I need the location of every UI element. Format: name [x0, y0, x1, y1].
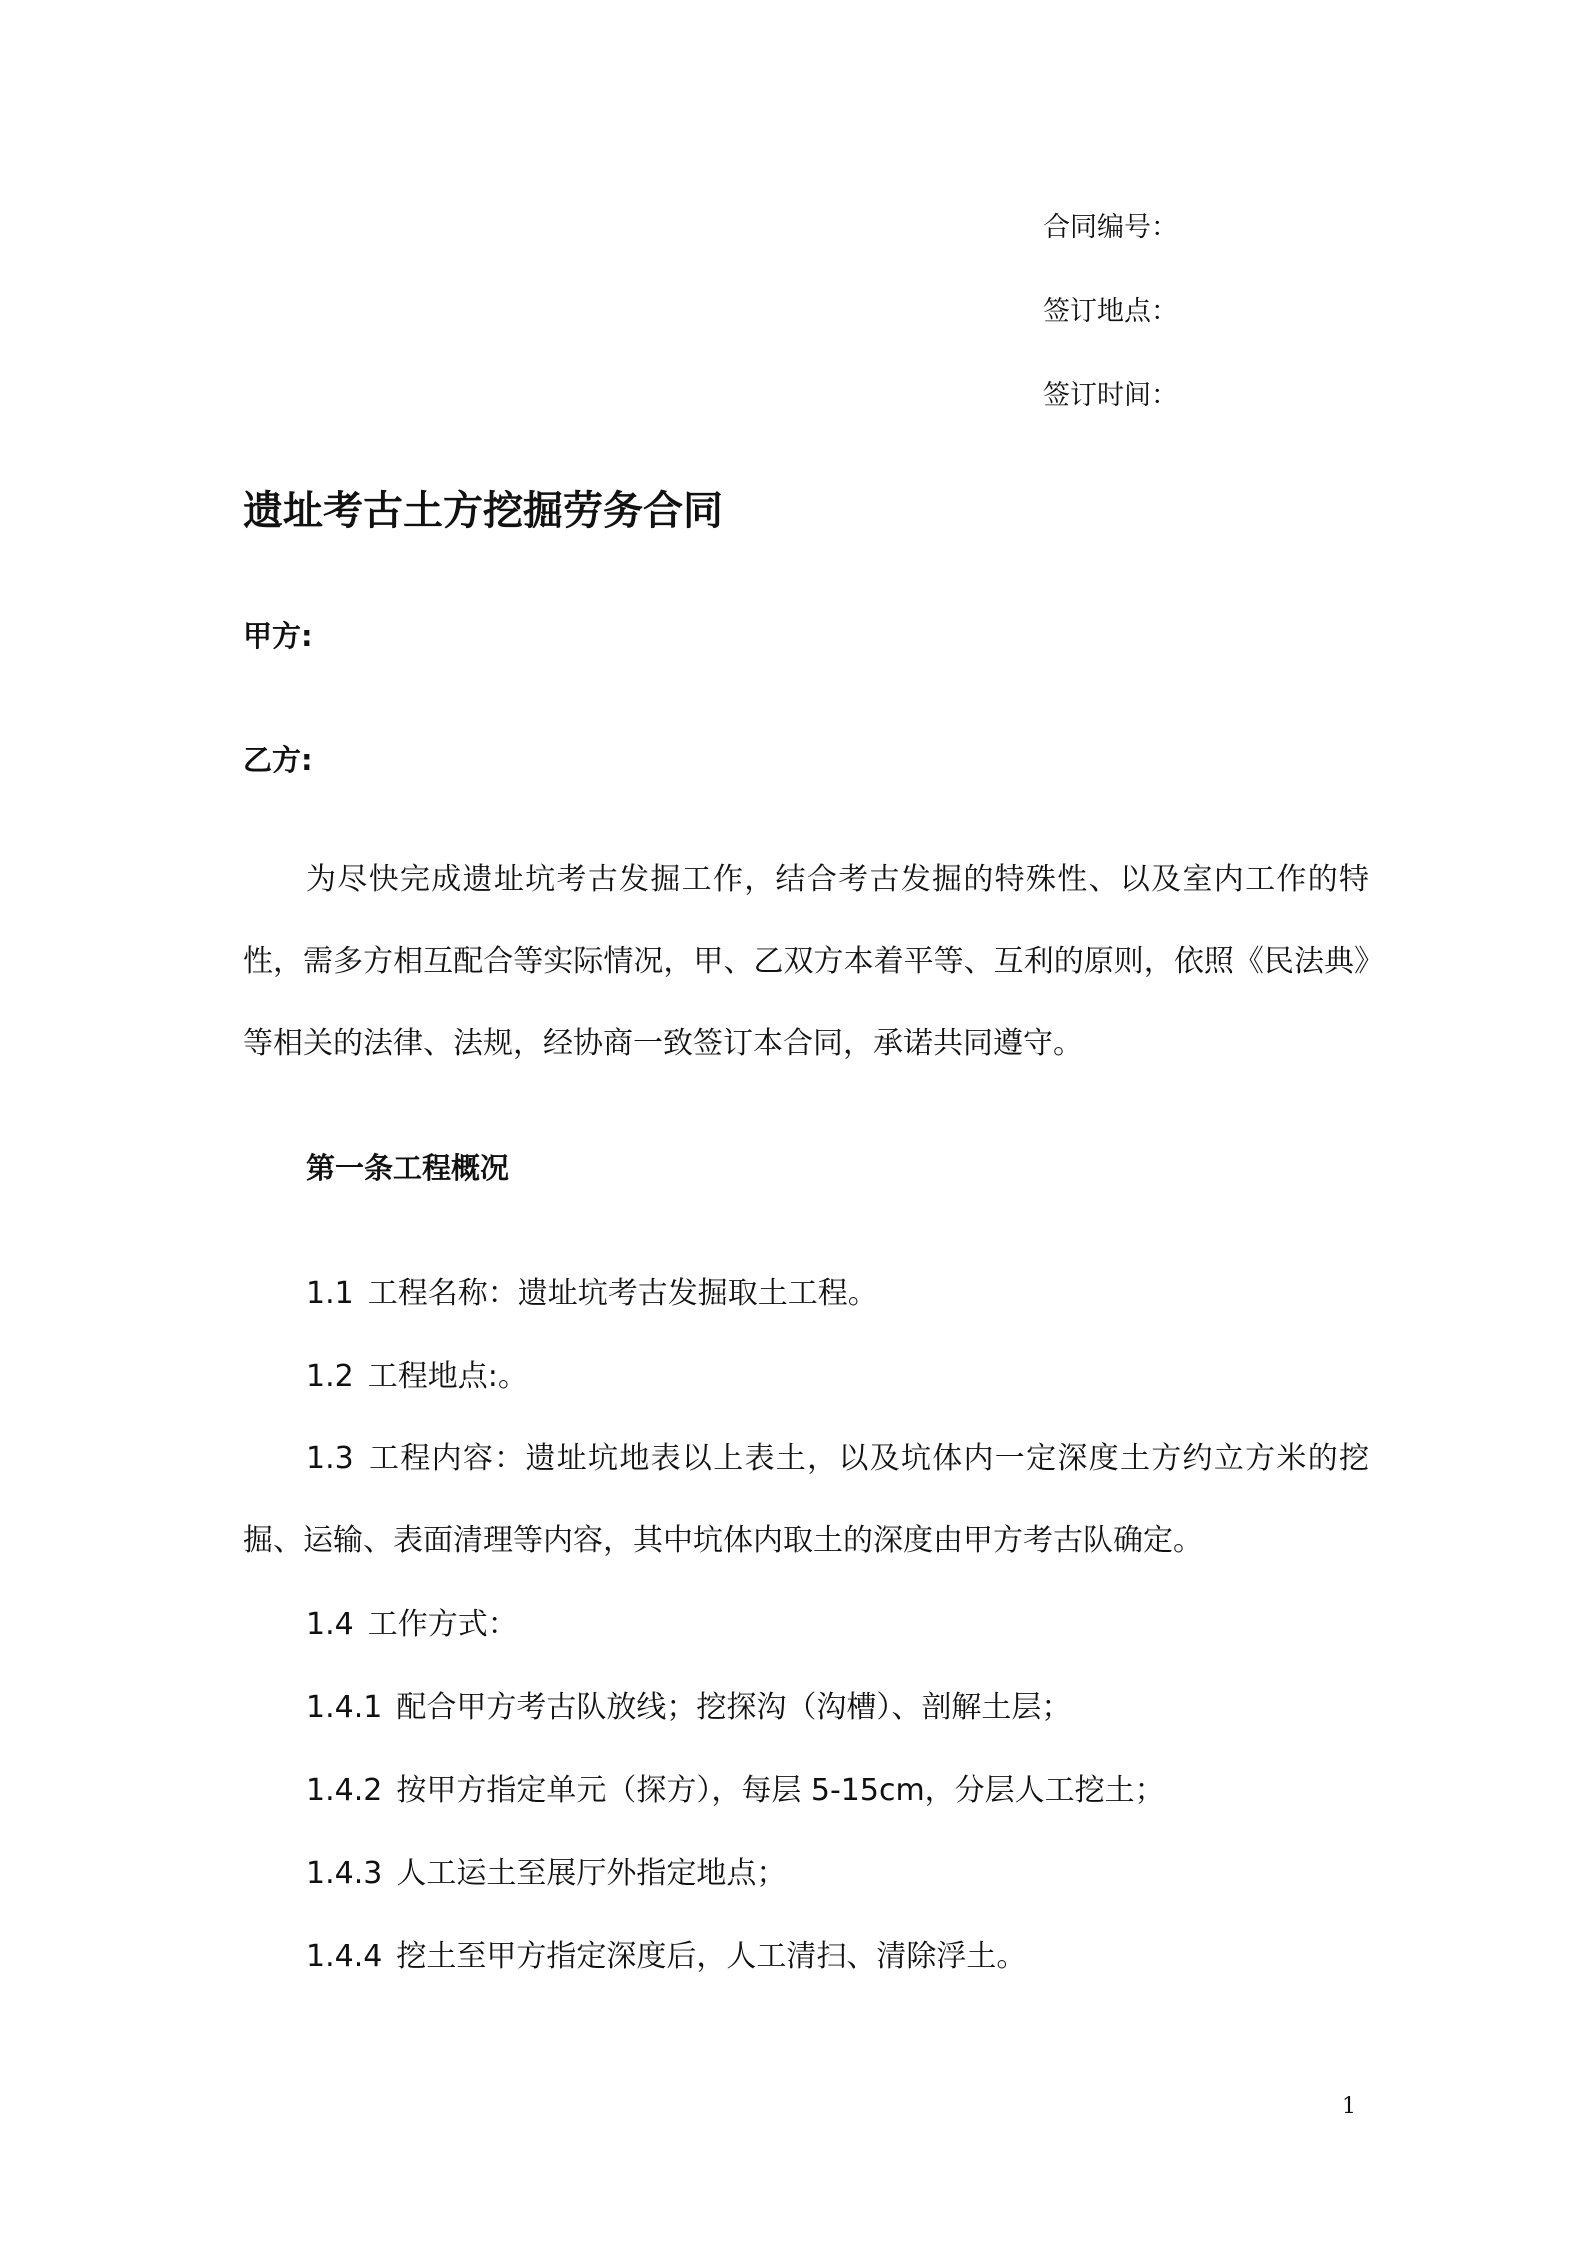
contract-number-label: 合同编号：: [1043, 212, 1178, 243]
party-b-label: 乙方:: [243, 743, 313, 777]
page-number: 1: [1342, 2094, 1356, 2119]
clause-text: 工程名称：遗址坑考古发掘取土工程。: [367, 1276, 878, 1311]
clause-text: 按甲方指定单元（探方），每层 5-15cm，分层人工挖土；: [396, 1773, 1165, 1808]
clause-number: 1.3: [306, 1441, 354, 1476]
clause-number: 1.4.2: [306, 1773, 383, 1808]
clause-number: 1.4.1: [306, 1690, 383, 1725]
clause-number: 1.4.3: [306, 1856, 383, 1891]
clause-1-2: [306, 1355, 528, 1399]
document-title: 遗址考古土方挖掘劳务合同: [243, 488, 723, 534]
clause-text: 工程地点:。: [367, 1359, 528, 1394]
article-1-heading: 第一条工程概况: [306, 1151, 510, 1185]
clause-1-4-4: [306, 1935, 1026, 1979]
clause-1-4-2: [306, 1769, 1165, 1813]
clause-text: 工程内容：遗址坑地表以上表土，以及坑体内一定深度土方约立方米的挖掘、运输、表面清理等内容，其中坑体内取土的深度由甲方考古队确定。: [243, 1441, 1369, 1558]
clause-1-4-3: [306, 1852, 786, 1896]
clause-number: 1.1: [306, 1276, 354, 1311]
clause-1-1: [306, 1272, 878, 1316]
preamble-paragraph: 为尽快完成遗址坑考古发掘工作，结合考古发掘的特殊性、以及室内工作的特性，需多方相互配合等实际情况，甲、乙双方本着平等、互利的原则，依照《民法典》等相关的法律、法规，经协商一致签订本合同，承诺共同遵守。: [243, 862, 1369, 1061]
clause-text: 配合甲方考古队放线；挖探沟（沟槽）、剖解土层；: [396, 1690, 1072, 1725]
clause-text: 挖土至甲方指定深度后，人工清扫、清除浮土。: [396, 1939, 1027, 1974]
clause-1-4-1: [306, 1686, 1071, 1730]
sign-time-label: 签订时间：: [1043, 380, 1178, 411]
clause-number: 1.2: [306, 1359, 354, 1394]
clause-number: 1.4: [306, 1607, 354, 1642]
sign-place-label: 签订地点：: [1043, 296, 1178, 327]
clause-number: 1.4.4: [306, 1939, 383, 1974]
clause-1-3: [243, 1418, 1369, 1582]
clause-text: 工作方式：: [367, 1607, 518, 1642]
party-a-label: 甲方:: [243, 619, 313, 653]
clause-text: 人工运土至展厅外指定地点；: [396, 1856, 787, 1891]
clause-1-4: [306, 1603, 518, 1647]
